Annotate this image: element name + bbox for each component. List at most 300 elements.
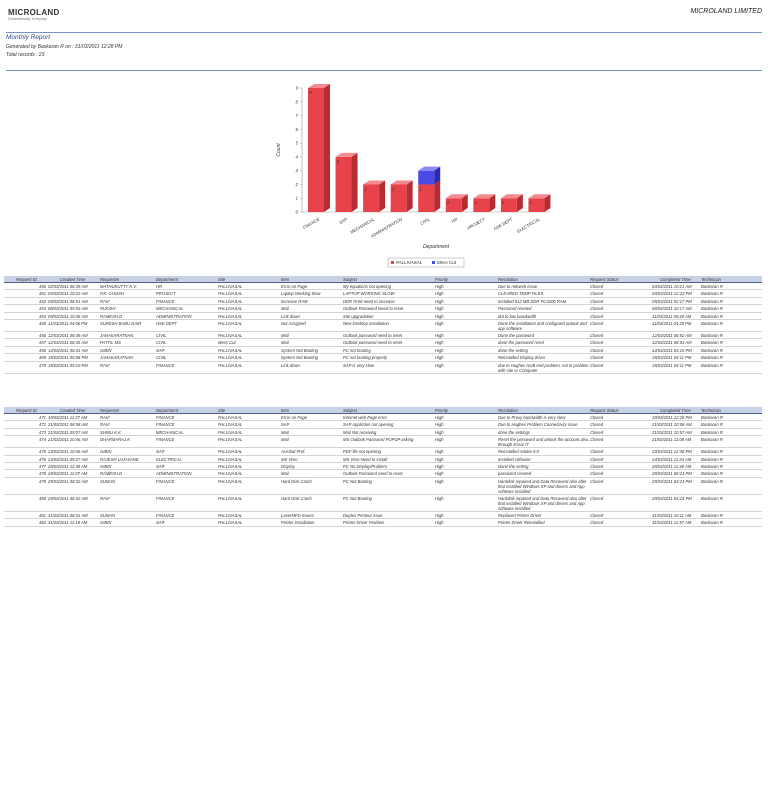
column-header: Priority bbox=[435, 408, 449, 413]
table-cell: 05/03/2011 02:17 PM bbox=[652, 298, 692, 304]
table-row bbox=[4, 305, 762, 312]
table-row bbox=[4, 463, 762, 470]
table-cell: PALLIVASAL bbox=[218, 415, 243, 420]
table-cell: High bbox=[435, 495, 444, 501]
table-cell: 11/03/2011 08:28 AM bbox=[652, 313, 692, 319]
table-cell: Outlook password need to reset bbox=[343, 340, 403, 346]
table-cell: ADMINISTRATION bbox=[156, 471, 192, 477]
table-cell: Closed bbox=[590, 449, 604, 455]
table-cell: Mail bbox=[281, 332, 289, 338]
table-cell: FINANCE bbox=[156, 298, 175, 304]
requests-table-2 bbox=[4, 407, 762, 527]
table-cell: 23/03/2011 10:46 AM bbox=[48, 449, 88, 455]
table-cell: 21/03/2011 10:58 AM bbox=[652, 422, 692, 428]
x-tick-label: CIVIL bbox=[419, 216, 431, 227]
table-cell: Baskaran R bbox=[701, 422, 723, 428]
y-tick-label: 0 bbox=[295, 209, 298, 215]
table-cell: Closed bbox=[590, 512, 604, 518]
data-label: 1 bbox=[446, 200, 450, 206]
table-cell: 475 bbox=[39, 449, 46, 455]
table-row bbox=[4, 429, 762, 436]
microland-logo bbox=[8, 8, 68, 24]
table-cell: Outlook Password need to reset bbox=[343, 471, 403, 477]
table-cell: 21/03/2011 11:08 AM bbox=[652, 437, 692, 443]
table-row bbox=[4, 354, 762, 361]
table-cell: 24/03/2011 11:24 AM bbox=[652, 456, 692, 462]
table-row bbox=[4, 414, 762, 421]
table-cell: Reinstalled Display driver bbox=[498, 355, 546, 361]
table-cell: Mail bbox=[281, 340, 289, 346]
table-cell: 472 bbox=[39, 422, 46, 428]
table-cell: PALLIVASAL bbox=[218, 520, 243, 526]
table-cell: password reseted bbox=[498, 471, 532, 477]
table-cell: Baskaran R bbox=[701, 340, 723, 346]
table-cell: 23/03/2011 12:48 PM bbox=[652, 449, 692, 455]
table-cell: 28/03/2011 11:48 AM bbox=[652, 463, 692, 469]
report-title: Monthly Report bbox=[6, 34, 51, 41]
table-cell: New Desktop installation bbox=[343, 320, 389, 326]
table-cell: 481 bbox=[39, 512, 46, 518]
table-cell: 28/03/2011 08:24 PM bbox=[652, 471, 692, 477]
table-row bbox=[4, 495, 762, 512]
table-cell: High bbox=[435, 355, 444, 361]
table-cell: LaserMFD Issues bbox=[281, 512, 314, 518]
table-cell: PROJECT bbox=[156, 291, 176, 297]
table-cell: Baskaran R bbox=[701, 456, 723, 462]
table-cell: Internet web Page error bbox=[343, 415, 387, 420]
x-tick-label: ADMINISTRATION bbox=[369, 216, 404, 239]
legend-swatch-mess-cut bbox=[432, 261, 435, 264]
table-cell: 471 bbox=[39, 415, 46, 420]
bar bbox=[336, 157, 352, 212]
column-header: Department bbox=[156, 408, 178, 413]
table-cell: 470 bbox=[39, 362, 46, 368]
column-header: Subject bbox=[343, 277, 357, 282]
legend-label-pallivasal: PALLIVASAL bbox=[396, 260, 423, 265]
table-cell: GIBIN bbox=[100, 449, 112, 455]
table-cell: Closed bbox=[590, 332, 604, 338]
table-cell: PDF file not opening bbox=[343, 449, 381, 455]
table-row bbox=[4, 478, 762, 495]
table-cell: RAVI bbox=[100, 422, 110, 428]
table-cell: SAP bbox=[156, 449, 165, 455]
table-row bbox=[4, 470, 762, 477]
table-cell: MS Visio Need to install bbox=[343, 456, 388, 462]
table-cell: Due to Proxy bandwidth is very slow bbox=[498, 415, 566, 420]
total-records: Total records : 23 bbox=[6, 52, 45, 58]
table-cell: Baskaran R bbox=[701, 291, 723, 297]
table-row bbox=[4, 456, 762, 463]
table-cell: Done the setting bbox=[498, 463, 529, 469]
y-tick-label: 1 bbox=[295, 195, 298, 201]
bar-side bbox=[324, 84, 330, 212]
y-tick-label: 9 bbox=[295, 85, 298, 91]
bar-side bbox=[407, 180, 413, 212]
table-cell: PC No Display/Problem bbox=[343, 463, 387, 469]
table-cell: PALLIVASAL bbox=[218, 437, 243, 443]
table-cell: 477 bbox=[39, 463, 46, 469]
column-header: Created Time bbox=[60, 408, 86, 413]
table-cell: High bbox=[435, 512, 444, 518]
table-cell: 479 bbox=[39, 478, 46, 484]
table-cell: 469 bbox=[39, 355, 46, 361]
table-cell: GIBIN bbox=[100, 520, 112, 526]
column-header: Request Status bbox=[590, 408, 619, 413]
table-cell: PALLIVASAL bbox=[218, 449, 243, 455]
table-cell: High bbox=[435, 463, 444, 469]
table-cell: High bbox=[435, 313, 444, 319]
table-cell: FINANCE bbox=[156, 422, 175, 428]
column-header: Request Status bbox=[590, 277, 619, 282]
table-cell: PALLIVASAL bbox=[218, 355, 243, 361]
table-cell: PALLIVASAL bbox=[218, 422, 243, 428]
table-cell: 453 bbox=[39, 306, 46, 312]
table-cell: 19/03/2011 12:28 PM bbox=[652, 415, 692, 420]
table-cell: 03/03/2011 12:23 PM bbox=[652, 291, 692, 297]
table-cell: 451 bbox=[39, 291, 46, 297]
table-row bbox=[4, 362, 762, 374]
column-header: Completed Time bbox=[660, 277, 691, 282]
y-tick-label: 4 bbox=[295, 154, 298, 160]
table-cell: FINANCE bbox=[156, 478, 175, 484]
table-cell: Baskaran R bbox=[701, 429, 723, 435]
table-cell: 21/03/2011 10:57 AM bbox=[652, 429, 692, 435]
table-cell: Replaced Printer Driver bbox=[498, 512, 542, 518]
table-cell: Site upgradation bbox=[343, 313, 374, 319]
table-cell: Password reseted bbox=[498, 306, 532, 312]
table-cell: 480 bbox=[39, 495, 46, 501]
table-cell: High bbox=[435, 298, 444, 304]
table-cell: SAP Appliction not opening bbox=[343, 422, 394, 428]
column-header: Request ID bbox=[16, 408, 37, 413]
table-cell: 03/03/2011 10:32 AM bbox=[48, 291, 88, 297]
legend-label-mess-cut: Mess Cut bbox=[437, 260, 457, 265]
table-cell: Closed bbox=[590, 298, 604, 304]
table-cell: Done the installation and configured outook and app software bbox=[498, 320, 587, 331]
table-cell: 14/03/2011 08:41 AM bbox=[48, 347, 88, 353]
table-cell: Hard Disk Crash bbox=[281, 495, 312, 501]
table-cell: My equations not opening bbox=[343, 284, 391, 289]
table-cell: MECHANICAL bbox=[156, 429, 184, 435]
table-cell: ADMINISTRATION bbox=[156, 313, 192, 319]
table-cell: SUMAN bbox=[100, 512, 116, 518]
table-cell: 455 bbox=[39, 320, 46, 326]
column-header: Requester bbox=[100, 408, 120, 413]
x-tick-label: SAP bbox=[338, 216, 349, 226]
table-cell: High bbox=[435, 284, 444, 289]
table-cell: MS Visio bbox=[281, 456, 298, 462]
table-cell: Mail bbox=[281, 429, 289, 435]
table-cell: High bbox=[435, 362, 444, 368]
table-cell: SAP bbox=[156, 347, 165, 353]
table-cell: 15/03/2011 05:11 PM bbox=[652, 355, 692, 361]
table-cell: 08/03/2011 09:53 AM bbox=[48, 306, 88, 312]
table-cell: PALLIVASAL bbox=[218, 313, 243, 319]
table-cell: Mail bbox=[281, 306, 289, 312]
x-tick-label: HR bbox=[450, 216, 459, 224]
table-row bbox=[4, 421, 762, 428]
table-cell: Closed bbox=[590, 362, 604, 368]
generated-info: Generated by Baskaran R on : 31/03/2011 12:28 PM bbox=[6, 44, 123, 50]
table-cell: FINANCE bbox=[156, 362, 175, 368]
table-cell: PC not booting bbox=[343, 347, 371, 353]
table-cell: FINANCE bbox=[156, 512, 175, 518]
table-cell: 14/03/2011 04:15 PM bbox=[652, 347, 692, 353]
table-cell: Link down bbox=[281, 362, 300, 368]
table-cell: Closed bbox=[590, 429, 604, 435]
column-header: Site bbox=[218, 408, 226, 413]
table-cell: Printer Installation bbox=[281, 520, 315, 526]
table-cell: 12/03/2011 08:52 AM bbox=[652, 332, 692, 338]
table-cell: Closed bbox=[590, 478, 604, 484]
table-cell: MECHANICAL bbox=[156, 306, 184, 312]
column-header: Item bbox=[281, 277, 290, 282]
table-cell: Reinstalled Adobe 9.0 bbox=[498, 449, 539, 455]
table-cell: Closed bbox=[590, 422, 604, 428]
table-row bbox=[4, 512, 762, 519]
table-cell: Baskaran R bbox=[701, 512, 723, 518]
table-cell: PALLIVASAL bbox=[218, 306, 243, 312]
table-cell: SUMAN bbox=[100, 478, 116, 484]
table-cell: High bbox=[435, 449, 444, 455]
table-cell: 28/03/2011 11:38 AM bbox=[48, 463, 88, 469]
x-tick-label: ELECTRICAL bbox=[516, 216, 541, 234]
column-header: Department bbox=[156, 277, 178, 282]
table-cell: Printer Driver Reinstalled bbox=[498, 520, 545, 526]
column-header: Site bbox=[218, 277, 226, 282]
table-cell: Reset the password and unlock the account also. through Essar IT bbox=[498, 437, 590, 448]
table-cell: PALLIVASAL bbox=[218, 512, 243, 518]
table-cell: CLEARED TEMP FILES bbox=[498, 291, 544, 297]
bar bbox=[308, 88, 324, 212]
table-cell: 15/03/2011 05:11 PM bbox=[652, 362, 692, 368]
table-cell: Closed bbox=[590, 495, 604, 501]
table-cell: High bbox=[435, 291, 444, 297]
company-name: MICROLAND LIMITED bbox=[690, 8, 762, 15]
table-cell: PALLIVASAL bbox=[218, 471, 243, 477]
table-cell: done the settings bbox=[498, 429, 530, 435]
table-cell: PC not booting properly bbox=[343, 355, 387, 361]
table-cell: SAP bbox=[156, 463, 165, 469]
table-cell: High bbox=[435, 422, 444, 428]
table-cell: dut to low bandwidth bbox=[498, 313, 537, 319]
table-cell: Harddisk repaired and Data Recoverd also after that installed Windows XP and drivers and App software installed bbox=[498, 495, 587, 511]
table-cell: High bbox=[435, 320, 444, 326]
table-cell: FINANCE bbox=[156, 495, 175, 501]
column-header: Request ID bbox=[16, 277, 37, 282]
table-cell: Baskaran R bbox=[701, 332, 723, 338]
table-cell: 02/03/2011 08:39 AM bbox=[48, 284, 88, 289]
table-cell: RAVI bbox=[100, 298, 110, 304]
table-cell: PC Not Booting bbox=[343, 495, 372, 501]
table-cell: Closed bbox=[590, 355, 604, 361]
table-row bbox=[4, 448, 762, 455]
table-cell: Baskaran R bbox=[701, 284, 723, 289]
column-header: Resolution bbox=[498, 408, 518, 413]
table-cell: 29/03/2011 08:32 AM bbox=[48, 478, 88, 484]
column-header: Resolution bbox=[498, 277, 518, 282]
logo-wordmark: MICROLAND bbox=[8, 8, 60, 17]
table-cell: Closed bbox=[590, 313, 604, 319]
y-tick-label: 2 bbox=[295, 181, 298, 187]
column-header: Technician bbox=[701, 277, 721, 282]
table-cell: SURESH BABU NAIR bbox=[100, 320, 142, 326]
table-cell: RAVI bbox=[100, 495, 110, 501]
y-tick-label: 3 bbox=[295, 168, 298, 174]
y-tick-label: 7 bbox=[295, 113, 298, 119]
table-cell: Baskaran R bbox=[701, 437, 723, 443]
table-cell: Closed bbox=[590, 291, 604, 297]
table-cell: CIVIL bbox=[156, 340, 167, 346]
table-cell: Increase RAM bbox=[281, 298, 308, 304]
table-row bbox=[4, 320, 762, 332]
table-cell: done the password reset bbox=[498, 340, 544, 346]
y-tick-label: 8 bbox=[295, 99, 298, 105]
table-cell: 29/03/2011 04:24 PM bbox=[652, 495, 692, 501]
y-axis-label: Count bbox=[276, 143, 282, 157]
table-cell: Baskaran R bbox=[701, 471, 723, 477]
table-cell: Closed bbox=[590, 456, 604, 462]
table-cell: 482 bbox=[39, 520, 46, 526]
table-cell: Error on Page bbox=[281, 415, 308, 420]
table-cell: PALLIVASAL bbox=[218, 495, 243, 501]
table-cell: MATHUKUTTY K.V. bbox=[100, 284, 137, 289]
data-label: 1 bbox=[529, 200, 532, 206]
bar-side bbox=[352, 153, 358, 212]
table-cell: PALLIVASAL bbox=[218, 347, 243, 353]
table-cell: PALLIVASAL bbox=[218, 429, 243, 435]
logo-tagline: Extraordinarily. Everyday. bbox=[8, 17, 48, 21]
table-cell: 452 bbox=[39, 298, 46, 304]
table-cell: 21/03/2011 10:46 AM bbox=[48, 437, 88, 443]
table-cell: Baskaran R bbox=[701, 306, 723, 312]
table-cell: 11/03/2011 04:06 PM bbox=[48, 320, 88, 326]
table-row bbox=[4, 290, 762, 297]
data-label: 4 bbox=[336, 158, 340, 164]
table-cell: 12/03/2011 08:49 AM bbox=[48, 332, 88, 338]
table-cell: Mail Not receiving bbox=[343, 429, 377, 435]
table-cell: Mess Cut bbox=[218, 340, 236, 346]
table-cell: 31/03/2011 08:31 AM bbox=[48, 512, 88, 518]
table-cell: PALLIVASAL bbox=[218, 298, 243, 304]
table-cell: PALLIVASAL bbox=[218, 291, 243, 297]
table-cell: Outlook Password Need to reset bbox=[343, 306, 404, 312]
table-cell: High bbox=[435, 332, 444, 338]
table-cell: Installed software bbox=[498, 456, 531, 462]
table-cell: PATTIL MS bbox=[100, 340, 121, 346]
table-row bbox=[4, 347, 762, 354]
table-row bbox=[4, 313, 762, 320]
table-cell: MS Outlook Password POPUP asking bbox=[343, 437, 414, 443]
table-cell: PALLIVASAL bbox=[218, 332, 243, 338]
table-cell: Baskaran R bbox=[701, 520, 723, 526]
data-label: 1 bbox=[501, 200, 505, 206]
table-cell: Baskaran R bbox=[701, 355, 723, 361]
table-cell: 12/03/2011 08:45 AM bbox=[48, 340, 88, 346]
table-cell: High bbox=[435, 306, 444, 312]
table-cell: Due to Hughes Problem Connectivity issue bbox=[498, 422, 578, 428]
table-row bbox=[4, 519, 762, 526]
column-header: Completed Time bbox=[660, 408, 691, 413]
bar-stacked bbox=[418, 171, 434, 185]
table-cell: P.K. GHOSH bbox=[100, 291, 124, 297]
table-cell: System Not Booting bbox=[281, 355, 319, 361]
table-cell: GIBIN bbox=[100, 463, 112, 469]
table-cell: PALLIVASAL bbox=[218, 362, 243, 368]
table-cell: Closed bbox=[590, 471, 604, 477]
table-cell: ELECTRICAL bbox=[156, 456, 182, 462]
table-cell: PALLIVASAL bbox=[218, 478, 243, 484]
table-cell: 05/03/2011 08:51 AM bbox=[48, 298, 88, 304]
table-cell: Closed bbox=[590, 520, 604, 526]
data-label: 2 bbox=[391, 186, 395, 192]
table-cell: DDR RAM need to increase bbox=[343, 298, 395, 304]
column-header: Created Time bbox=[60, 277, 86, 282]
table-cell: 21/03/2011 08:58 AM bbox=[48, 422, 88, 428]
table-cell: RAMESH.D bbox=[100, 313, 123, 319]
y-tick-label: 5 bbox=[295, 140, 298, 146]
table-cell: Closed bbox=[590, 437, 604, 443]
table-cell: Closed bbox=[590, 284, 604, 289]
table-cell: RAJESH UJJAVANE bbox=[100, 456, 139, 462]
table-row bbox=[4, 298, 762, 305]
x-tick-label: MECHANICAL bbox=[349, 216, 376, 235]
data-label: 2 bbox=[364, 186, 367, 192]
header-rule bbox=[6, 32, 762, 33]
table-cell: High bbox=[435, 471, 444, 477]
table-cell: 28/03/2011 11:07 AM bbox=[48, 471, 88, 477]
table-cell: SAP bbox=[281, 422, 290, 428]
table-cell: 474 bbox=[39, 437, 46, 443]
table-cell: 450 bbox=[39, 284, 46, 289]
table-cell: Due to network issue bbox=[498, 284, 538, 289]
table-cell: Outlook password need to reset bbox=[343, 332, 403, 338]
table-cell: SAP is very slow bbox=[343, 362, 375, 368]
legend-swatch-pallivasal bbox=[391, 261, 394, 264]
table-cell: RAVI bbox=[100, 415, 110, 420]
table-cell: High bbox=[435, 437, 444, 443]
table-cell: 19/03/2011 11:27 AM bbox=[48, 415, 88, 420]
table-row bbox=[4, 283, 762, 290]
table-cell: Hard Disk Crash bbox=[281, 478, 312, 484]
table-header-row bbox=[4, 407, 762, 414]
table-cell: 473 bbox=[39, 429, 46, 435]
table-cell: PALLIVASAL bbox=[218, 456, 243, 462]
table-cell: Harddisk repaired and Data Recoverd also after that installed Windows XP and drivers and App software installed bbox=[498, 478, 587, 494]
table-cell: 08/03/2011 10:17 AM bbox=[652, 306, 692, 312]
table-cell: System Not Booting bbox=[281, 347, 319, 353]
table-cell: due to Hughes HUB end problem, not in problem with site or Computer bbox=[498, 362, 589, 373]
x-tick-label: HSE DEPT bbox=[492, 216, 514, 232]
table-cell: GIBIN bbox=[100, 347, 112, 353]
table-cell: FINANCE bbox=[156, 437, 175, 443]
table-cell: 15/03/2011 05:10 PM bbox=[48, 362, 88, 368]
table-cell: 29/03/2011 04:24 PM bbox=[652, 478, 692, 484]
table-cell: Closed bbox=[590, 347, 604, 353]
table-cell: LAPTOP WORKING SLOW bbox=[343, 291, 395, 297]
table-cell: 478 bbox=[39, 471, 46, 477]
table-cell: 454 bbox=[39, 313, 46, 319]
table-cell: PALLIVASAL bbox=[218, 284, 243, 289]
table-cell: 11/03/2011 04:28 PM bbox=[652, 320, 692, 326]
table-cell: Printer Driver Problem bbox=[343, 520, 385, 526]
department-bar-chart bbox=[270, 78, 570, 270]
table-cell: Closed bbox=[590, 340, 604, 346]
table-cell: High bbox=[435, 415, 444, 420]
table-cell: FINANCE bbox=[156, 415, 175, 420]
section-rule bbox=[6, 70, 762, 71]
table-cell: High bbox=[435, 478, 444, 484]
